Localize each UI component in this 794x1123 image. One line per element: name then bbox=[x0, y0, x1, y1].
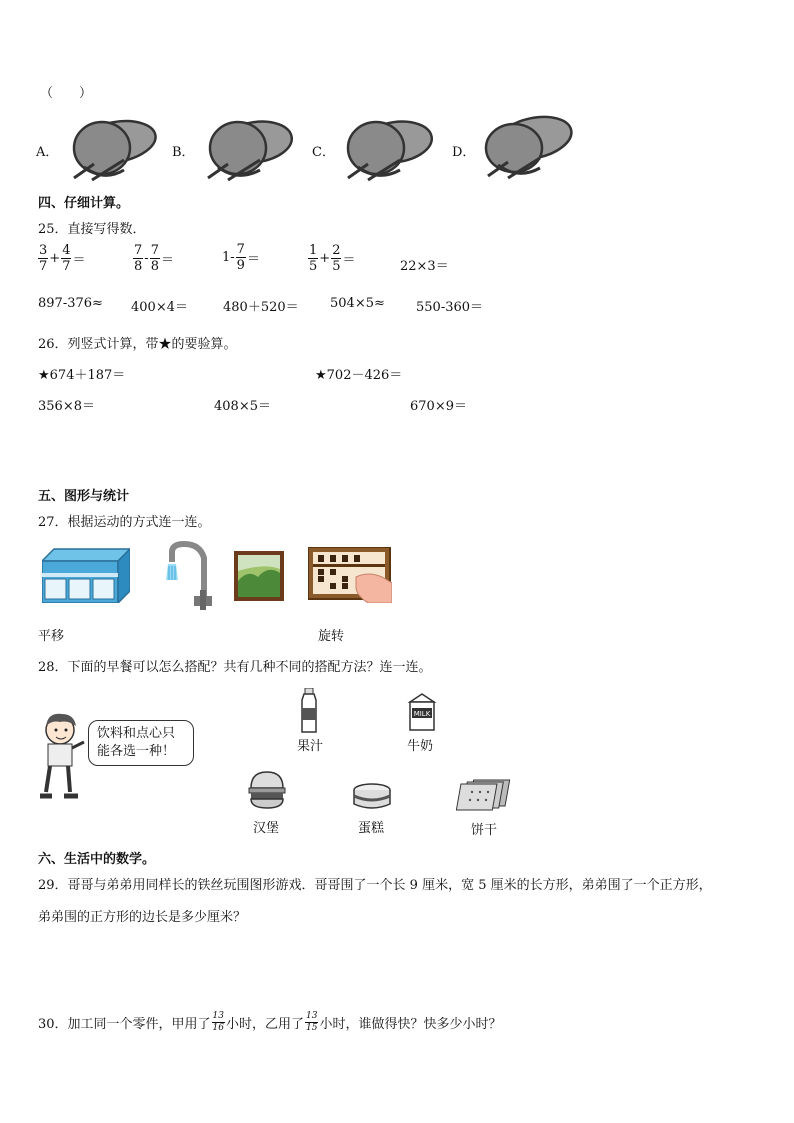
q26-stem: 26．列竖式计算，带★的要验算。 bbox=[38, 337, 237, 352]
q29-line-1: 29．哥哥与弟弟用同样长的铁丝玩围图形游戏．哥哥围了一个长 9 厘米，宽 5 厘米的长方形，弟弟围了一个正方形， bbox=[38, 878, 712, 893]
q26-item-2: ★702－426＝ bbox=[315, 368, 403, 383]
snack-cake-label: 蛋糕 bbox=[358, 821, 385, 836]
abacus-icon bbox=[308, 547, 392, 603]
speech-bubble: 饮料和点心只能各选一种！ bbox=[88, 720, 194, 766]
q26-item-1: ★674＋187＝ bbox=[38, 368, 126, 383]
cake-icon bbox=[352, 782, 392, 812]
q26-item-4: 408×5＝ bbox=[214, 399, 271, 414]
q25-row2-3: 480＋520＝ bbox=[223, 300, 299, 315]
q25-expr-5: 22×3＝ bbox=[400, 259, 449, 274]
drawers-icon bbox=[42, 547, 130, 603]
q25-expr-4: $\frac{1}{5}$ + $\frac{2}{5}$ ＝ bbox=[309, 243, 356, 274]
q25-stem: 25．直接写得数． bbox=[38, 222, 146, 237]
q26-item-5: 670×9＝ bbox=[410, 399, 467, 414]
svg-text:MILK: MILK bbox=[413, 710, 431, 718]
option-c-label: C． bbox=[312, 145, 335, 160]
q25-expr-3: 1- $\frac{7}{9}$ ＝ bbox=[222, 242, 260, 273]
snack-hamburger-label: 汉堡 bbox=[253, 821, 280, 836]
q28-stem: 28．下面的早餐可以怎么搭配？共有几种不同的搭配方法？连一连。 bbox=[38, 660, 432, 675]
net-icon bbox=[198, 112, 296, 184]
section-4-title: 四、仔细计算。 bbox=[38, 196, 130, 211]
boy-icon bbox=[34, 712, 90, 802]
net-icon bbox=[64, 112, 162, 184]
net-icon bbox=[478, 110, 576, 182]
q25-expr-2: $\frac{7}{8}$ - $\frac{7}{8}$ ＝ bbox=[134, 243, 174, 274]
net-icon bbox=[338, 112, 436, 184]
q26-item-3: 356×8＝ bbox=[38, 399, 95, 414]
label-rotation: 旋转 bbox=[318, 629, 345, 644]
milk-carton-icon bbox=[406, 692, 438, 732]
drink-juice-label: 果汁 bbox=[297, 739, 324, 754]
biscuit-icon bbox=[456, 778, 512, 814]
q25-row2-5: 550-360＝ bbox=[416, 300, 484, 315]
label-translation: 平移 bbox=[38, 629, 65, 644]
q25-row2-4: 504×5≈ bbox=[330, 296, 385, 311]
juice-bottle-icon bbox=[298, 688, 320, 734]
option-d-label: D． bbox=[452, 145, 476, 160]
q25-row2-1: 897-376≈ bbox=[38, 296, 103, 311]
option-a-label: A． bbox=[36, 145, 59, 160]
q29-line-2: 弟弟围的正方形的边长是多少厘米？ bbox=[38, 910, 247, 925]
section-5-title: 五、图形与统计 bbox=[38, 489, 130, 504]
window-icon bbox=[234, 551, 284, 601]
answer-parentheses: （ ） bbox=[40, 86, 93, 101]
option-b-label: B． bbox=[172, 145, 195, 160]
q27-stem: 27．根据运动的方式连一连。 bbox=[38, 515, 211, 530]
hamburger-icon bbox=[247, 770, 287, 810]
snack-biscuit-label: 饼干 bbox=[471, 823, 498, 838]
section-6-title: 六、生活中的数学。 bbox=[38, 852, 156, 867]
q25-row2-2: 400×4＝ bbox=[131, 300, 188, 315]
q30-text: 30．加工同一个零件，甲用了 $\frac{13}{16}$ 小时，乙用了 $\frac{13}{15}$ 小时，谁做得快？快多少小时？ bbox=[38, 1011, 502, 1033]
faucet-icon bbox=[160, 540, 216, 612]
q25-expr-1: $\frac{3}{7}$ + $\frac{4}{7}$ ＝ bbox=[39, 243, 86, 274]
drink-milk-label: 牛奶 bbox=[407, 739, 434, 754]
